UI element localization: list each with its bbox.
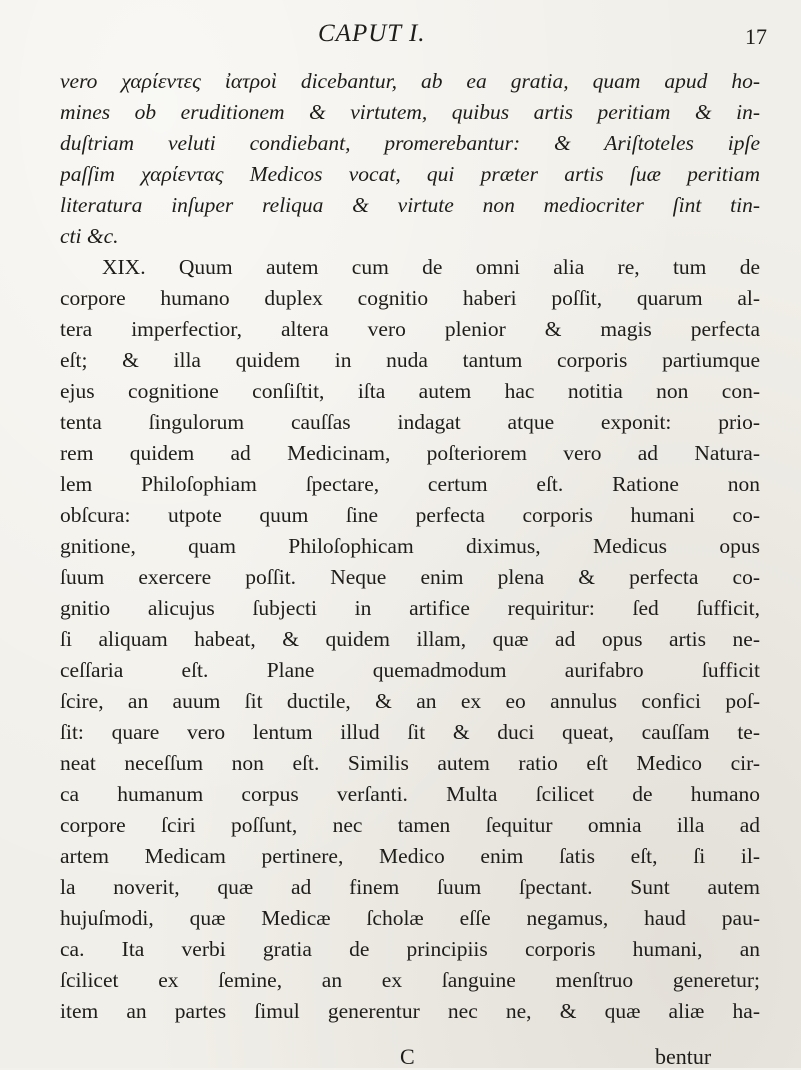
text-line: tera imperfectior, altera vero plenior & magis perfecta xyxy=(60,317,760,341)
running-head xyxy=(0,18,801,58)
text-line: literatura inſuper reliqua & virtute non mediocriter ſint tin- xyxy=(60,193,760,217)
text-line: item an partes ſimul generentur nec ne, & quæ aliæ ha- xyxy=(60,999,760,1023)
text-line: ſit: quare vero lentum illud ſit & duci queat, cauſſam te- xyxy=(60,720,760,744)
text-line: eſt; & illa quidem in nuda tantum corporis partiumque xyxy=(60,348,760,372)
catchword: bentur xyxy=(655,1044,712,1069)
text-line: ſuum exercere poſſit. Neque enim plena & perfecta co- xyxy=(60,565,760,589)
text-line: ca humanum corpus verſanti. Multa ſcilicet de humano xyxy=(60,782,760,806)
text-line: ejus cognitione conſiſtit, iſta autem hac notitia non con- xyxy=(60,379,760,403)
text-line: cti &c. xyxy=(60,224,119,248)
text-line: vero χαρίεντες ἰατροὶ dicebantur, ab ea gratia, quam apud ho- xyxy=(60,69,760,93)
text-line: ſi aliquam habeat, & quidem illam, quæ ad opus artis ne- xyxy=(60,627,760,651)
text-line: ſcire, an auum ſit ductile, & an ex eo annulus confici poſ- xyxy=(60,689,760,713)
text-line: obſcura: utpote quum ſine perfecta corporis humani co- xyxy=(60,503,760,527)
text-line: corpore humano duplex cognitio haberi poſſit, quarum al- xyxy=(60,286,760,310)
text-line: lem Philoſophiam ſpectare, certum eſt. Ratione non xyxy=(60,472,760,496)
text-line: duſtriam veluti condiebant, promerebantur: & Ariſtoteles ipſe xyxy=(60,131,760,155)
text-line: mines ob eruditionem & virtutem, quibus artis peritiam & in- xyxy=(60,100,760,124)
text-line: corpore ſciri poſſunt, nec tamen ſequitur omnia illa ad xyxy=(60,813,760,837)
text-line: paſſim χαρίεντας Medicos vocat, qui præter artis ſuæ peritiam xyxy=(60,162,760,186)
body-text xyxy=(60,66,760,1027)
section-heading-line: XIX. Quum autem cum de omni alia re, tum de xyxy=(102,255,760,279)
signature-mark: C xyxy=(400,1044,415,1069)
text-line: la noverit, quæ ad finem ſuum ſpectant. Sunt autem xyxy=(60,875,760,899)
text-line: tenta ſingulorum cauſſas indagat atque exponit: prio- xyxy=(60,410,760,434)
text-line: ceſſaria eſt. Plane quemadmodum aurifabro ſufficit xyxy=(60,658,760,682)
text-line: ſcilicet ex ſemine, an ex ſanguine menſtruo generetur; xyxy=(60,968,760,992)
text-line: gnitione, quam Philoſophicam diximus, Medicus opus xyxy=(60,534,760,558)
text-line: gnitio alicujus ſubjecti in artifice requiritur: ſed ſufficit, xyxy=(60,596,760,620)
text-line: neat neceſſum non eſt. Similis autem ratio eſt Medico cir- xyxy=(60,751,760,775)
text-line: artem Medicam pertinere, Medico enim ſatis eſt, ſi il- xyxy=(60,844,760,868)
text-line: rem quidem ad Medicinam, poſteriorem vero ad Natura- xyxy=(60,441,760,465)
text-line: ca. Ita verbi gratia de principiis corporis humani, an xyxy=(60,937,760,961)
text-line: hujuſmodi, quæ Medicæ ſcholæ eſſe negamus, haud pau- xyxy=(60,906,760,930)
running-title: CAPUT I. xyxy=(318,20,426,47)
page-number: 17 xyxy=(745,24,767,49)
